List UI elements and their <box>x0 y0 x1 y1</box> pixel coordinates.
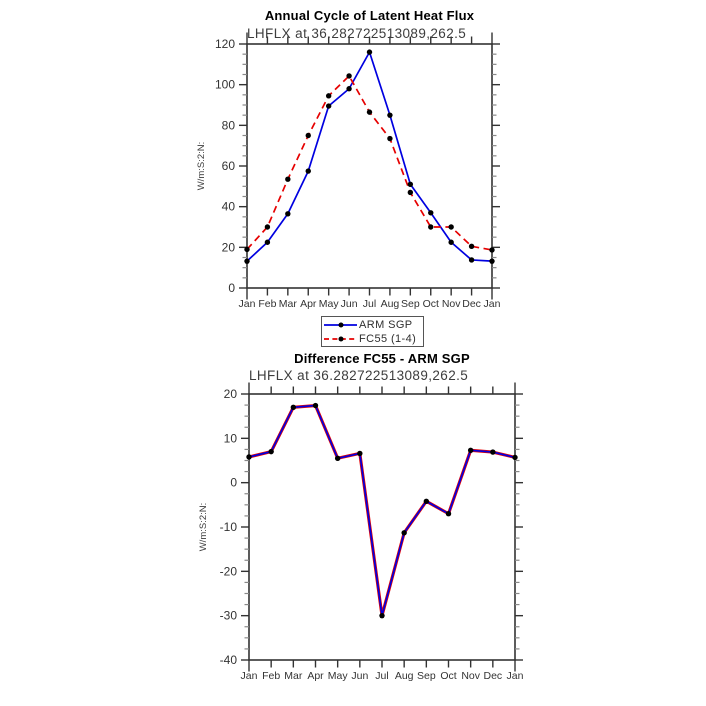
y-axis-label: W/m:S:2:N: <box>196 141 207 191</box>
data-point-marker <box>428 224 433 229</box>
x-axis-tick-label: Aug <box>394 670 414 682</box>
series-line <box>247 52 492 261</box>
x-axis-tick-label: Dec <box>462 298 481 310</box>
legend-label: ARM SGP <box>359 318 413 331</box>
y-axis-label: W/m:S:2:N: <box>198 502 209 552</box>
data-point-marker <box>512 455 517 460</box>
data-point-marker <box>367 49 372 54</box>
x-axis-tick-label: Jan <box>240 670 258 682</box>
data-point-marker <box>285 177 290 182</box>
data-point-marker <box>448 224 453 229</box>
x-axis-tick-label: Sep <box>400 298 420 310</box>
y-axis-tick-label: 40 <box>221 199 235 214</box>
y-axis-tick-label: -40 <box>219 653 237 667</box>
data-point-marker <box>291 405 296 410</box>
data-point-marker <box>244 247 249 252</box>
legend-row-arm-sgp <box>322 318 423 332</box>
data-point-marker <box>306 168 311 173</box>
x-axis-tick-label: Jan <box>483 298 501 310</box>
y-axis-tick-label: -30 <box>219 608 237 623</box>
data-point-marker <box>313 403 318 408</box>
x-axis-tick-label: Nov <box>461 670 481 682</box>
data-point-marker <box>265 224 270 229</box>
x-axis-tick-label: Jan <box>238 298 256 310</box>
data-point-marker <box>268 449 273 454</box>
x-axis-tick-label: Jun <box>340 298 358 310</box>
x-axis-tick-label: May <box>327 670 348 682</box>
data-point-marker <box>285 211 290 216</box>
data-point-marker <box>446 511 451 516</box>
plot-frame <box>249 394 515 660</box>
legend-line-dashed-red-icon <box>322 333 359 345</box>
x-axis-tick-label: Feb <box>258 298 277 310</box>
bottom-chart-title: Difference FC55 - ARM SGP <box>294 351 470 366</box>
series-line <box>249 406 515 616</box>
data-point-marker <box>424 499 429 504</box>
x-axis-tick-label: Nov <box>441 298 461 310</box>
x-axis-tick-label: Dec <box>483 670 503 682</box>
y-axis-tick-label: 20 <box>221 240 235 255</box>
y-axis-tick-label: 20 <box>223 387 237 401</box>
x-axis-tick-label: Aug <box>380 298 400 310</box>
data-point-marker <box>428 210 433 215</box>
data-point-marker <box>306 133 311 138</box>
y-axis-tick-label: 10 <box>223 431 237 446</box>
data-point-marker <box>387 112 392 117</box>
x-axis-tick-label: Jan <box>506 670 524 682</box>
legend-label: FC55 (1-4) <box>359 332 417 345</box>
series-line-underlay <box>249 406 515 616</box>
x-axis-tick-label: Jun <box>351 670 369 682</box>
x-axis-tick-label: Apr <box>300 298 317 310</box>
data-point-marker <box>326 93 331 98</box>
data-point-marker <box>468 448 473 453</box>
top-chart-subtitle: LHFLX at 36.282722513089,262.5 <box>247 26 467 41</box>
data-point-marker <box>346 86 351 91</box>
x-axis-tick-label: Sep <box>416 670 436 682</box>
y-axis-tick-label: 0 <box>230 475 237 490</box>
data-point-marker <box>335 456 340 461</box>
y-axis-tick-label: 120 <box>214 37 235 51</box>
data-point-marker <box>408 190 413 195</box>
legend <box>321 316 424 347</box>
y-axis-tick-label: 100 <box>214 77 235 92</box>
legend-row-fc55 <box>322 332 423 346</box>
y-axis-tick-label: -20 <box>219 564 237 579</box>
x-axis-tick-label: Apr <box>307 670 324 682</box>
data-point-marker <box>246 454 251 459</box>
x-axis-tick-label: Jul <box>362 298 377 310</box>
data-point-marker <box>346 73 351 78</box>
y-axis-tick-label: 0 <box>228 281 235 295</box>
x-axis-tick-label: Mar <box>278 298 297 310</box>
plot-frame <box>247 44 492 288</box>
data-point-marker <box>490 449 495 454</box>
data-point-marker <box>408 182 413 187</box>
top-chart-title: Annual Cycle of Latent Heat Flux <box>264 8 475 23</box>
legend-line-solid-blue-icon <box>322 319 359 331</box>
y-axis-tick-label: 80 <box>221 118 235 133</box>
data-point-marker <box>387 136 392 141</box>
data-point-marker <box>367 109 372 114</box>
data-point-marker <box>244 258 249 263</box>
x-axis-tick-label: Mar <box>284 670 303 682</box>
data-point-marker <box>265 240 270 245</box>
data-point-marker <box>379 613 384 618</box>
x-axis-tick-label: Jul <box>375 670 389 682</box>
bottom-chart-subtitle: LHFLX at 36.282722513089,262.5 <box>249 368 469 383</box>
data-point-marker <box>469 244 474 249</box>
data-point-marker <box>489 258 494 263</box>
x-axis-tick-label: Oct <box>422 298 439 310</box>
x-axis-tick-label: Oct <box>440 670 457 682</box>
data-point-marker <box>326 103 331 108</box>
data-point-marker <box>357 451 362 456</box>
data-point-marker <box>401 530 406 535</box>
series-line <box>247 76 492 250</box>
x-axis-tick-label: Feb <box>262 670 281 682</box>
data-point-marker <box>448 240 453 245</box>
y-axis-tick-label: -10 <box>219 520 237 534</box>
data-point-marker <box>469 257 474 262</box>
y-axis-tick-label: 60 <box>221 159 235 173</box>
data-point-marker <box>489 247 494 252</box>
x-axis-tick-label: May <box>318 298 339 310</box>
